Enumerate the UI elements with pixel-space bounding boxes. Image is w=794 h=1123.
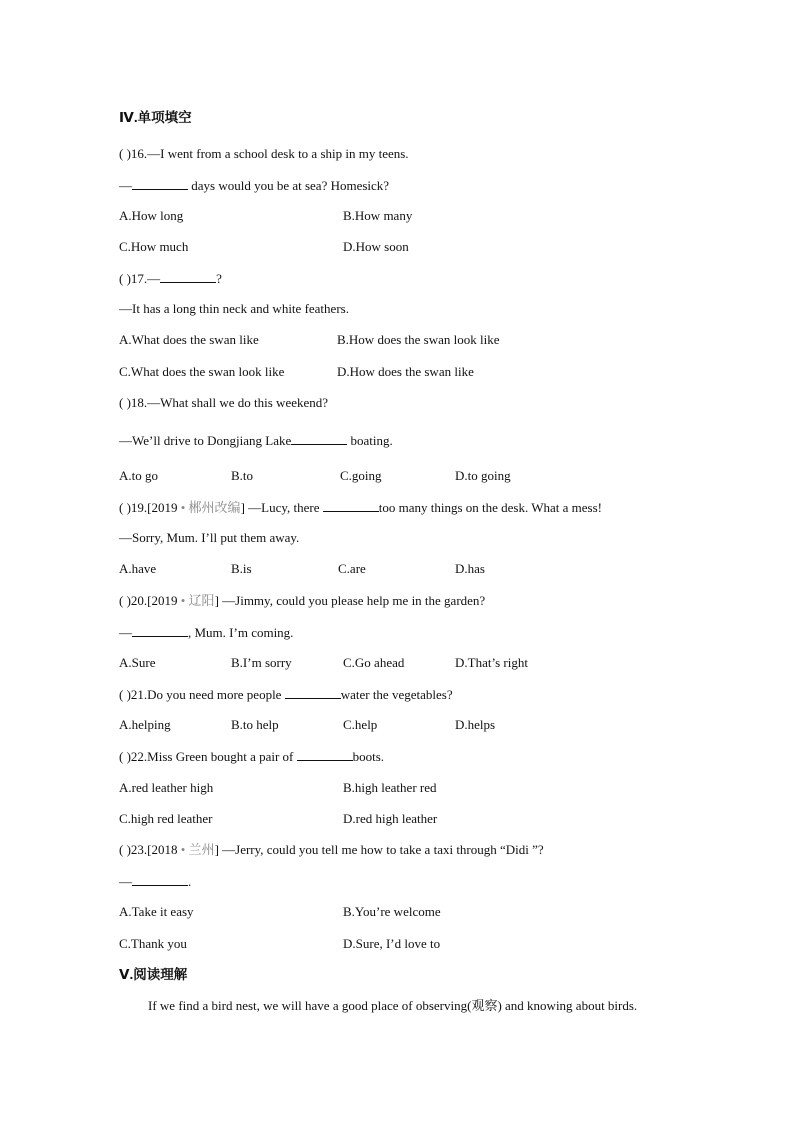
question-17-option-d: D.How does the swan like — [337, 364, 474, 379]
question-22-option-d: D.red high leather — [343, 811, 438, 826]
question-16-option-a: A.How long — [119, 208, 184, 223]
question-22-option-b: B.high leather red — [343, 780, 437, 795]
reply-suffix: boating. — [347, 433, 393, 448]
question-20-option-d: D.That’s right — [455, 655, 528, 670]
question-17-option-a: A.What does the swan like — [119, 332, 259, 347]
question-17-option-c: C.What does the swan look like — [119, 364, 285, 379]
stem-suffix: boots. — [352, 749, 385, 764]
reply-text: . — [188, 874, 192, 889]
question-19-option-b: B.is — [231, 561, 252, 576]
question-19-option-a: A.have — [119, 561, 157, 576]
stem-prefix: ( )23.[2018 — [119, 842, 178, 857]
question-20-option-b: B.I’m sorry — [231, 655, 292, 670]
answer-blank — [297, 748, 353, 761]
stem-suffix: too many things on the desk. What a mess! — [378, 500, 603, 515]
reply-text: days would you be at sea? Homesick? — [188, 178, 390, 193]
question-21-option-b: B.to help — [231, 717, 279, 732]
question-23-option-d: D.Sure, I’d love to — [343, 936, 441, 951]
question-18-option-c: C.going — [340, 468, 382, 483]
reply-text: , Mum. I’m coming. — [188, 625, 294, 640]
reading-paragraph: If we find a bird nest, we will have a good place of observing(观察) and knowing about birds. — [148, 998, 638, 1013]
question-16-stem: ( )16.—I went from a school desk to a ship in my teens. — [119, 146, 409, 161]
question-18-option-a: A.to go — [119, 468, 158, 483]
question-21-stem — [119, 686, 453, 703]
question-18-stem: ( )18.—What shall we do this weekend? — [119, 395, 329, 410]
source-tag: • 辽阳 — [177, 593, 215, 608]
question-21-option-c: C.help — [343, 717, 378, 732]
question-20-reply — [119, 624, 293, 641]
stem-mid: ] —Lucy, there — [240, 500, 323, 515]
question-20-option-a: A.Sure — [119, 655, 156, 670]
question-23-option-a: A.Take it easy — [119, 904, 194, 919]
stem-prefix: ( )20.[2019 — [119, 593, 178, 608]
dash: — — [119, 625, 132, 640]
answer-blank — [132, 873, 188, 886]
stem-suffix: ] —Jerry, could you tell me how to take a taxi through “Didi ”? — [214, 842, 544, 857]
question-19-stem — [119, 499, 602, 516]
question-16-option-b: B.How many — [343, 208, 413, 223]
section-5-title: Ⅴ.阅读理解 — [119, 967, 188, 982]
question-19-reply: —Sorry, Mum. I’ll put them away. — [119, 530, 300, 545]
question-17-option-b: B.How does the swan look like — [337, 332, 500, 347]
stem-prefix: ( )21.Do you need more people — [119, 687, 285, 702]
question-21-option-d: D.helps — [455, 717, 496, 732]
stem-suffix: ] —Jimmy, could you please help me in the garden? — [214, 593, 486, 608]
question-20-stem — [119, 593, 485, 609]
stem-prefix: ( )19.[2019 — [119, 500, 178, 515]
question-20-option-c: C.Go ahead — [343, 655, 405, 670]
source-tag: • 郴州改编 — [177, 500, 241, 515]
stem-prefix: ( )22.Miss Green bought a pair of — [119, 749, 297, 764]
question-23-option-b: B.You’re welcome — [343, 904, 441, 919]
dash: — — [119, 874, 132, 889]
stem-prefix: ( )17.— — [119, 271, 161, 286]
source-tag: • 兰州 — [177, 842, 215, 857]
answer-blank — [291, 432, 347, 445]
dash: — — [119, 178, 132, 193]
answer-blank — [285, 686, 341, 699]
question-17-reply: —It has a long thin neck and white feathers. — [119, 301, 349, 316]
question-23-stem — [119, 842, 544, 858]
question-22-option-a: A.red leather high — [119, 780, 214, 795]
stem-suffix: ? — [216, 271, 222, 286]
section-4-title: Ⅳ.单项填空 — [119, 110, 192, 125]
question-19-option-c: C.are — [338, 561, 366, 576]
question-19-option-d: D.has — [455, 561, 485, 576]
question-23-reply — [119, 873, 191, 890]
question-21-option-a: A.helping — [119, 717, 171, 732]
question-18-option-b: B.to — [231, 468, 254, 483]
question-16-option-c: C.How much — [119, 239, 189, 254]
question-18-option-d: D.to going — [455, 468, 511, 483]
answer-blank — [132, 624, 188, 637]
question-23-option-c: C.Thank you — [119, 936, 187, 951]
question-22-stem — [119, 748, 384, 765]
question-18-reply — [119, 432, 393, 449]
question-16-option-d: D.How soon — [343, 239, 409, 254]
reply-prefix: —We’ll drive to Dongjiang Lake — [119, 433, 292, 448]
stem-suffix: water the vegetables? — [340, 687, 453, 702]
question-16-reply — [119, 177, 389, 194]
answer-blank — [132, 177, 188, 190]
answer-blank — [160, 270, 216, 283]
question-22-option-c: C.high red leather — [119, 811, 213, 826]
question-17-stem — [119, 270, 222, 287]
answer-blank — [323, 499, 379, 512]
